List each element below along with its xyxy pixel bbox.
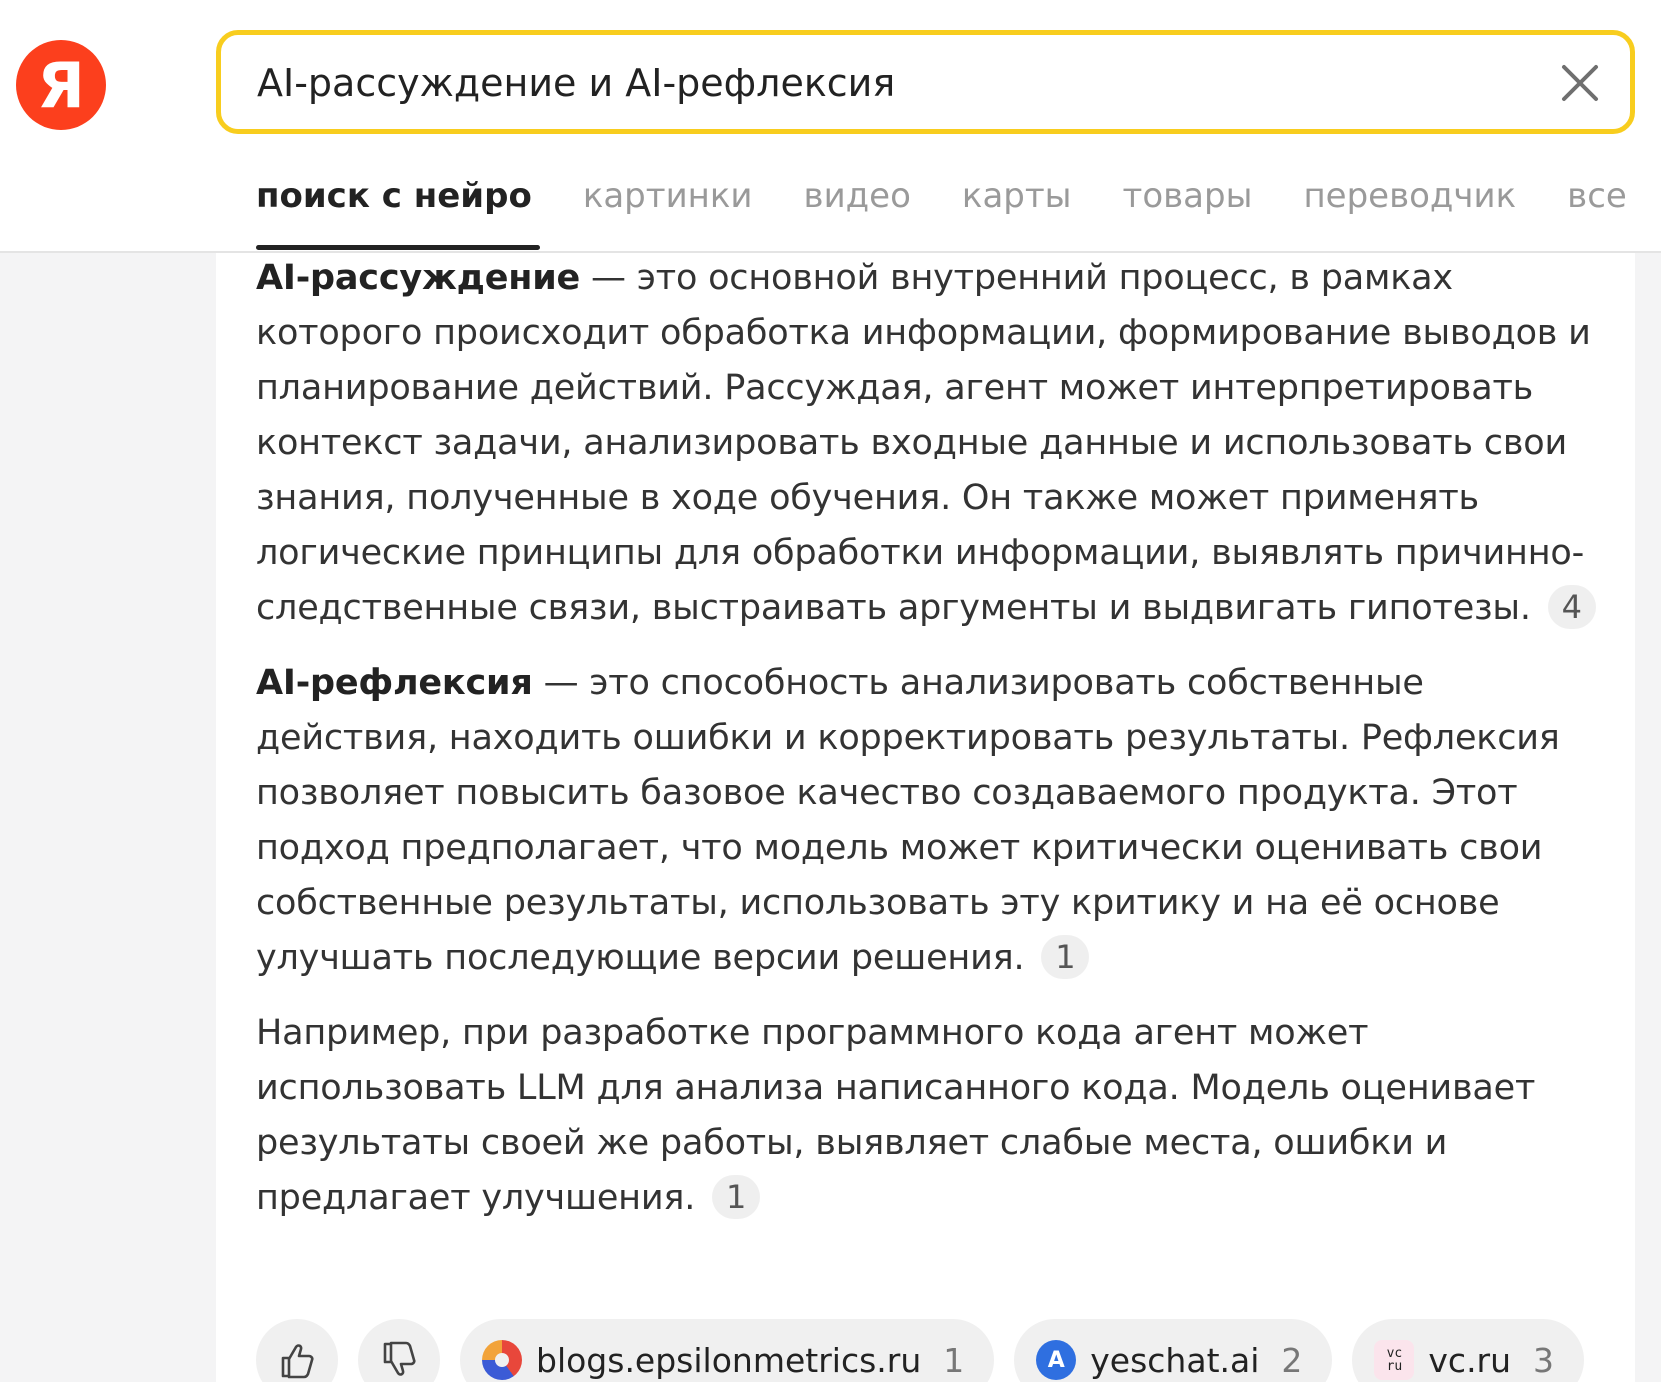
header: [0, 0, 1661, 253]
sources-row: [256, 1319, 1596, 1382]
citation-badge[interactable]: 1: [712, 1175, 760, 1219]
logo-letter: Я: [37, 48, 85, 122]
answer-paragraph-reasoning: [256, 251, 1596, 636]
source-count: 2: [1281, 1340, 1303, 1380]
paragraph-text: — это способность анализировать собственные действия, находить ошибки и корректировать результаты. Рефлексия позволяет повысить базовое качество создаваемого продукта. Этот подход предполагает, что модель может критически оценивать свои собственные результаты, использовать эту критику и на её основе улучшать последующие версии решения.: [256, 663, 1560, 978]
source-label: vc.ru: [1428, 1340, 1512, 1380]
source-count: 1: [943, 1340, 965, 1380]
tab-images[interactable]: картинки: [582, 176, 753, 216]
yandex-logo[interactable]: [16, 40, 106, 130]
term-ai-reflection: AI-рефлексия: [256, 663, 533, 703]
yeschat-favicon-icon: A: [1036, 1340, 1076, 1380]
search-tabs: [256, 168, 1661, 250]
tab-all[interactable]: все: [1567, 176, 1627, 216]
source-label: yeschat.ai: [1090, 1340, 1260, 1380]
source-chip-vcru[interactable]: [1352, 1319, 1584, 1382]
source-chip-epsilonmetrics[interactable]: [460, 1319, 994, 1382]
source-label: blogs.epsilonmetrics.ru: [536, 1340, 922, 1380]
citation-badge[interactable]: 1: [1041, 935, 1089, 979]
paragraph-text: Например, при разработке программного кода агент может использовать LLM для анализа написанного кода. Модель оценивает результаты своей же работы, выявляет слабые места, ошибки и предлагает улучшения.: [256, 1013, 1536, 1218]
tab-products[interactable]: товары: [1122, 176, 1253, 216]
answer-paragraph-reflection: [256, 656, 1596, 986]
vcru-favicon-icon: vc ru: [1374, 1340, 1414, 1380]
thumbs-down-icon: [379, 1340, 419, 1380]
close-icon[interactable]: [1560, 63, 1600, 103]
paragraph-text: — это основной внутренний процесс, в рамках которого происходит обработка информации, формирование выводов и планирование действий. Рассуждая, агент может интерпретировать контекст задачи, анализировать входные данные и использовать свои знания, полученные в ходе обучения. Он также может применять логические принципы для обработки информации, выявлять причинно-следственные связи, выстраивать аргументы и выдвигать гипотезы.: [256, 258, 1591, 628]
term-ai-reasoning: AI-рассуждение: [256, 258, 581, 298]
citation-badge[interactable]: 4: [1548, 585, 1596, 629]
source-chip-yeschat[interactable]: [1014, 1319, 1332, 1382]
dislike-button[interactable]: [358, 1319, 440, 1382]
neuro-answer-card: [216, 251, 1635, 1382]
search-box: [216, 30, 1635, 134]
epsilonmetrics-favicon-icon: [482, 1340, 522, 1380]
search-input[interactable]: [257, 55, 1457, 111]
answer-paragraph-example: [256, 1006, 1596, 1226]
tab-neuro-search[interactable]: поиск с нейро: [256, 168, 532, 250]
tab-video[interactable]: видео: [803, 176, 911, 216]
tab-translator[interactable]: переводчик: [1303, 176, 1517, 216]
source-count: 3: [1533, 1340, 1555, 1380]
like-button[interactable]: [256, 1319, 338, 1382]
tab-maps[interactable]: карты: [961, 176, 1072, 216]
answer-text: [256, 251, 1596, 1226]
thumbs-up-icon: [277, 1340, 317, 1380]
